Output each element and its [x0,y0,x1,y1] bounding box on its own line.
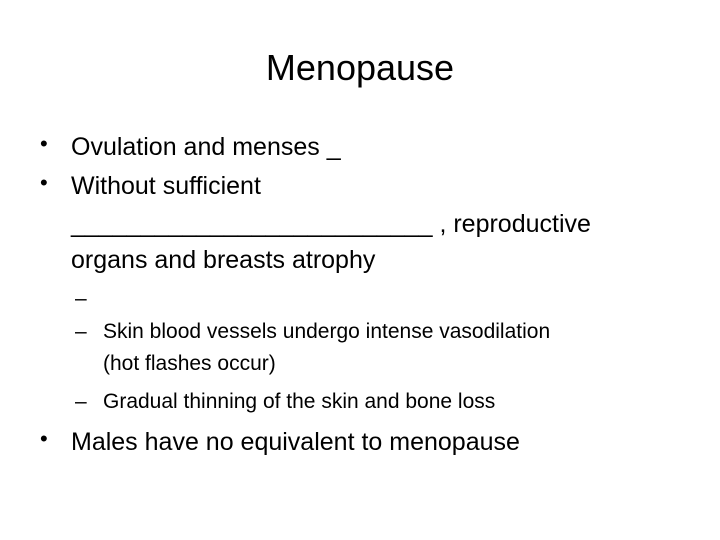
slide-title: Menopause [265,47,455,88]
subitem-vasodilation-line1: Skin blood vessels undergo intense vasodilation [103,320,551,343]
bullet-glyph: • [40,131,48,156]
subitem-dash: – [75,287,87,310]
subitem-thinning-text: Gradual thinning of the skin and bone loss [103,390,496,413]
bullet-glyph: • [40,426,48,451]
bullet-without-line3: organs and breasts atrophy [71,246,376,274]
bullet-glyph: • [40,170,48,195]
subitem-dash: – [75,390,87,413]
bullet-without-line2: __________________________ , reproductive [71,210,591,238]
subitem-vasodilation-line2: (hot flashes occur) [103,352,276,375]
bullet-without-line1: Without sufficient [71,172,261,200]
bullet-males-text: Males have no equivalent to menopause [71,428,520,456]
subitem-dash: – [75,320,87,343]
bullet-ovulation-text: Ovulation and menses _ [71,133,341,161]
